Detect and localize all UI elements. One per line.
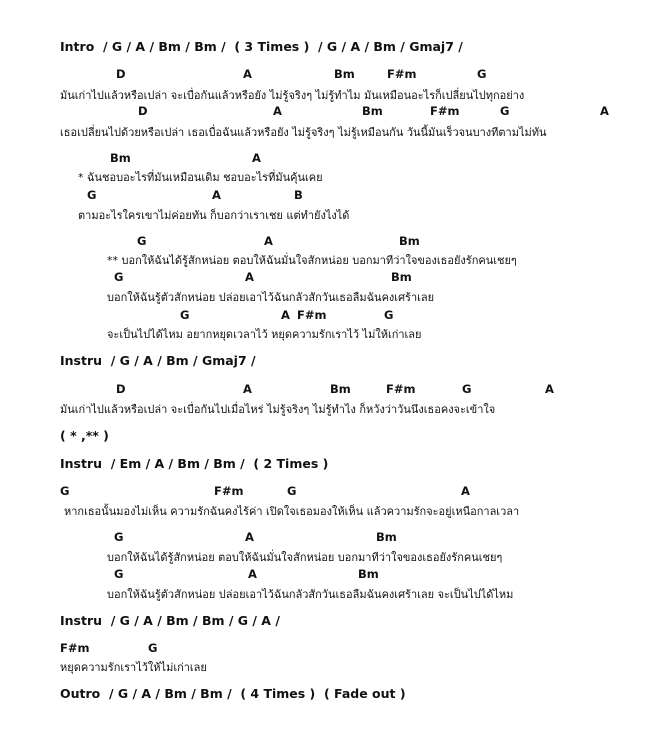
chord: F#m — [214, 484, 244, 498]
chord: F#m — [386, 382, 416, 396]
chord: G — [477, 67, 487, 81]
chord: G — [114, 270, 124, 284]
chord: G — [148, 641, 158, 655]
instru-line: Instru / G / A / Bm / Bm / G / A / — [60, 613, 280, 628]
instru-line: Instru / G / A / Bm / Gmaj7 / — [60, 353, 256, 368]
lyric-line: ** บอกให้ฉันได้รู้สักหน่อย ตอบให้ฉันมั่นใจสักหน่อย บอกมาทีว่าใจของเธอยังรักคนเชยๆ — [107, 254, 517, 267]
chord: D — [116, 382, 126, 396]
chord-row — [0, 234, 660, 248]
chord: A — [248, 567, 257, 581]
chord: F#m — [430, 104, 460, 118]
chord-row — [0, 104, 660, 118]
chord-row — [0, 484, 660, 498]
chord-row — [0, 67, 660, 81]
chord: G — [500, 104, 510, 118]
chord: G — [114, 567, 124, 581]
chord: A — [281, 308, 290, 322]
lyric-line: บอกให้ฉันรู้ตัวสักหน่อย ปล่อยเอาไว้ฉันกลัวสักวันเธอลืมฉันคงเศร้าเลย จะเป็นไปได้ไหม — [107, 588, 514, 601]
chord-row — [0, 308, 660, 322]
chord: A — [212, 188, 221, 202]
lyric-line: จะเป็นไปได้ไหม อยากหยุดเวลาไว้ หยุดความรักเราไว้ ไม่ให้เก่าเลย — [107, 328, 422, 341]
chord: Bm — [391, 270, 412, 284]
chord: Bm — [399, 234, 420, 248]
lyric-line: ตามอะไรใครเขาไม่ค่อยทัน ก็บอกว่าเราเชย แต่ทำยังไงได้ — [78, 209, 350, 222]
chord-row — [0, 641, 660, 655]
chord: A — [243, 67, 252, 81]
chord: A — [252, 151, 261, 165]
chord-row — [0, 151, 660, 165]
lyric-line: บอกให้ฉันได้รู้สักหน่อย ตอบให้ฉันมั่นใจสักหน่อย บอกมาทีว่าใจของเธอยังรักคนเชยๆ — [107, 551, 503, 564]
intro-line: Intro / G / A / Bm / Bm / ( 3 Times ) / G / A / Bm / Gmaj7 / — [60, 39, 463, 54]
chord: G — [137, 234, 147, 248]
chord: G — [60, 484, 70, 498]
chord: G — [87, 188, 97, 202]
chord: Bm — [110, 151, 131, 165]
chord-row — [0, 382, 660, 396]
chord: Bm — [358, 567, 379, 581]
chord: F#m — [60, 641, 90, 655]
chord: F#m — [387, 67, 417, 81]
lyric-line: * ฉันชอบอะไรที่มันเหมือนเดิม ชอบอะไรที่มันคุ้นเคย — [78, 171, 323, 184]
chord: D — [138, 104, 148, 118]
chord: G — [114, 530, 124, 544]
chord: D — [116, 67, 126, 81]
lyric-line: หากเธอนั้นมองไม่เห็น ความรักฉันคงไร้ค่า เปิดใจเธอมองให้เห็น แล้วความรักจะอยู่เหนือกาลเวลา — [64, 505, 520, 518]
chord: Bm — [330, 382, 351, 396]
chord: G — [384, 308, 394, 322]
chord: A — [461, 484, 470, 498]
chord: G — [180, 308, 190, 322]
lyric-line: มันเก่าไปแล้วหรือเปล่า จะเบื่อกันแล้วหรือยัง ไม่รู้จริงๆ ไม่รู้ทำไม มันเหมือนอะไรก็เปลี่ยนไปทุกอย่าง — [60, 89, 525, 102]
chord: A — [264, 234, 273, 248]
lyric-line: เธอเปลี่ยนไปด้วยหรือเปล่า เธอเบื่อฉันแล้วหรือยัง ไม่รู้จริงๆ ไม่รู้เหมือนกัน วันนี้มันเร็วจนบางทีตามไม่ทัน — [60, 126, 547, 139]
outro-line: Outro / G / A / Bm / Bm / ( 4 Times ) ( Fade out ) — [60, 686, 406, 701]
instru-line: Instru / Em / A / Bm / Bm / ( 2 Times ) — [60, 456, 329, 471]
chord: Bm — [334, 67, 355, 81]
chord-row — [0, 567, 660, 581]
chord: Bm — [376, 530, 397, 544]
chord-row — [0, 530, 660, 544]
repeat-marker: ( * ,** ) — [60, 428, 109, 443]
lyric-line: หยุดความรักเราไว้ให้ไม่เก่าเลย — [60, 661, 207, 674]
chord-row — [0, 188, 660, 202]
chord: A — [273, 104, 282, 118]
chord: A — [243, 382, 252, 396]
lyric-line: มันเก่าไปแล้วหรือเปล่า จะเบื่อกันไปเมื่อไหร่ ไม่รู้จริงๆ ไม่รู้ทำไง ก็หวังว่าวันนึงเธอคงจะเข้าใจ — [60, 403, 496, 416]
chord: A — [600, 104, 609, 118]
chord: A — [545, 382, 554, 396]
chord: A — [245, 530, 254, 544]
chord: G — [287, 484, 297, 498]
chord-row — [0, 270, 660, 284]
chord: A — [245, 270, 254, 284]
chord: Bm — [362, 104, 383, 118]
chord: B — [294, 188, 303, 202]
chord: G — [462, 382, 472, 396]
lyric-line: บอกให้ฉันรู้ตัวสักหน่อย ปล่อยเอาไว้ฉันกลัวสักวันเธอลืมฉันคงเศร้าเลย — [107, 291, 435, 304]
chord: F#m — [297, 308, 327, 322]
